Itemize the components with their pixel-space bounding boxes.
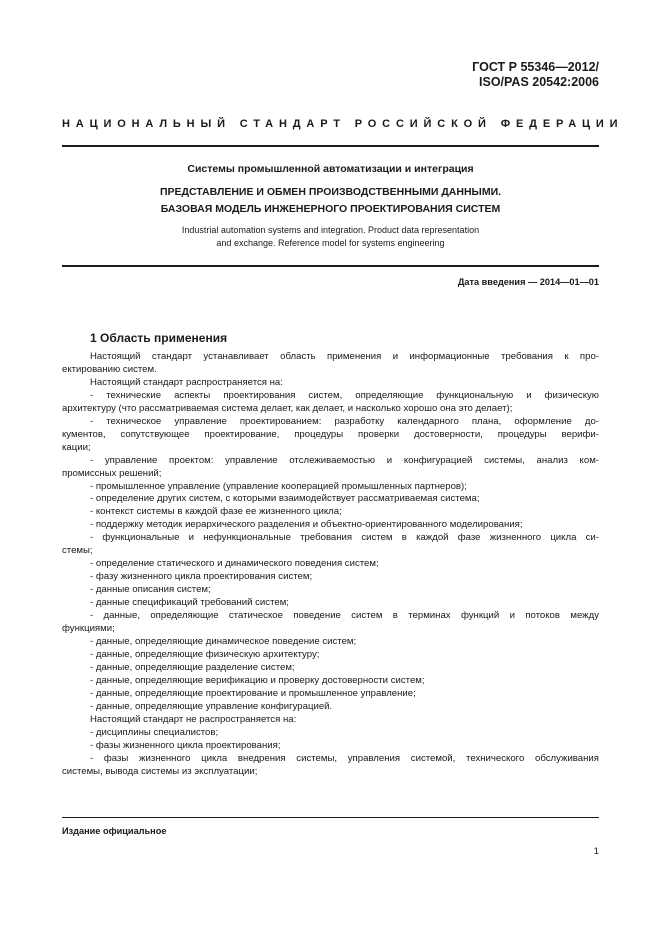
body-line: - контекст системы в каждой фазе ее жизненного цикла; [90, 506, 342, 518]
series-title: Системы промышленной автоматизации и интеграция [187, 163, 474, 175]
body-line: Настоящий стандарт распространяется на: [90, 376, 283, 388]
body-line: - функциональные и нефункциональные требования систем в каждой фазе жизненного цикла си- [90, 532, 599, 544]
body-line: Настоящий стандарт не распространяется на: [90, 713, 297, 725]
body-line: - данные, определяющие физическую архитектуру; [90, 648, 320, 660]
body-line: кации; [62, 441, 91, 453]
body-line: промиссных решений; [62, 467, 162, 479]
english-title-line: Industrial automation systems and integration. Product data representation [181, 225, 480, 235]
body-line: Настоящий стандарт устанавливает область применения и информационные требования к про- [90, 351, 599, 362]
english-title [62, 224, 599, 250]
main-title-line: БАЗОВАЯ МОДЕЛЬ ИНЖЕНЕРНОГО ПРОЕКТИРОВАНИЯ СИСТЕМ [160, 203, 501, 215]
body-line: - данные, определяющие статическое поведение систем в терминах функций и потоков между [90, 610, 599, 622]
section-body [62, 351, 599, 778]
page-number: 1 [593, 846, 599, 857]
title-divider [62, 265, 599, 267]
body-line: - промышленное управление (управление кооперацией промышленных партнеров); [90, 480, 467, 492]
body-line: функциями; [62, 623, 115, 635]
body-line: архитектуру (что рассматриваемая система делает, как делает, и насколько хорошо она это делает); [62, 402, 513, 414]
body-line: - данные, определяющие разделение систем; [90, 661, 295, 673]
body-line: - дисциплины специалистов; [90, 726, 219, 738]
body-line: - данные, определяющие проектирование и промышленное управление; [90, 687, 416, 699]
body-line: - технические аспекты проектирования систем, определяющие функциональную и физическую [90, 389, 599, 401]
body-line: - определение статического и динамического поведения систем; [90, 558, 379, 570]
main-title-line: ПРЕДСТАВЛЕНИЕ И ОБМЕН ПРОИЗВОДСТВЕННЫМИ ДАННЫМИ. [159, 186, 502, 198]
introduction-date: Дата введения — 2014—01—01 [457, 277, 599, 287]
section-heading: 1 Область применения [90, 331, 228, 345]
footer-divider [62, 817, 599, 818]
body-line: - данные, определяющие динамическое поведение систем; [90, 635, 357, 647]
header-divider [62, 145, 599, 147]
body-line: - определение других систем, с которыми взаимодействует рассматриваемая система; [90, 493, 480, 505]
body-line: - управление проектом: управление отслеживаемостью и конфигурацией системы, анализ ком- [90, 454, 599, 466]
body-line: - техническое управление проектированием: разработку календарного плана, оформление до- [90, 415, 599, 427]
body-line: - поддержку методик иерархического разделения и объектно-ориентированного моделирования; [90, 519, 523, 531]
body-line: - данные, определяющие управление конфигурацией. [90, 700, 333, 712]
body-line: ектированию систем. [62, 363, 157, 375]
document-code-gost: ГОСТ Р 55346—2012/ [472, 60, 599, 74]
body-line: - данные спецификаций требований систем; [90, 597, 289, 609]
body-line: - данные, определяющие верификацию и проверку достоверности систем; [90, 674, 425, 686]
edition-label: Издание официальное [62, 826, 167, 836]
national-standard-title: НАЦИОНАЛЬНЫЙ СТАНДАРТ РОССИЙСКОЙ ФЕДЕРАЦИИ [62, 118, 624, 130]
main-title [62, 184, 599, 218]
body-line: - фазы жизненного цикла проектирования; [90, 739, 281, 751]
body-line: системы, вывода системы из эксплуатации; [62, 765, 258, 777]
body-line: - фазы жизненного цикла внедрения системы, управления системой, технического обслуживания [90, 752, 599, 764]
body-line: стемы; [62, 545, 93, 557]
english-title-line: and exchange. Reference model for systems engineering [216, 238, 445, 248]
body-line: - фазу жизненного цикла проектирования систем; [90, 571, 313, 583]
body-line: кументов, сопутствующее проектирование, процедуры проверки достоверности, процедуры верифи- [62, 428, 599, 440]
body-line: - данные описания систем; [90, 584, 211, 596]
document-code-iso: ISO/PAS 20542:2006 [479, 75, 599, 89]
document-code [472, 60, 599, 90]
